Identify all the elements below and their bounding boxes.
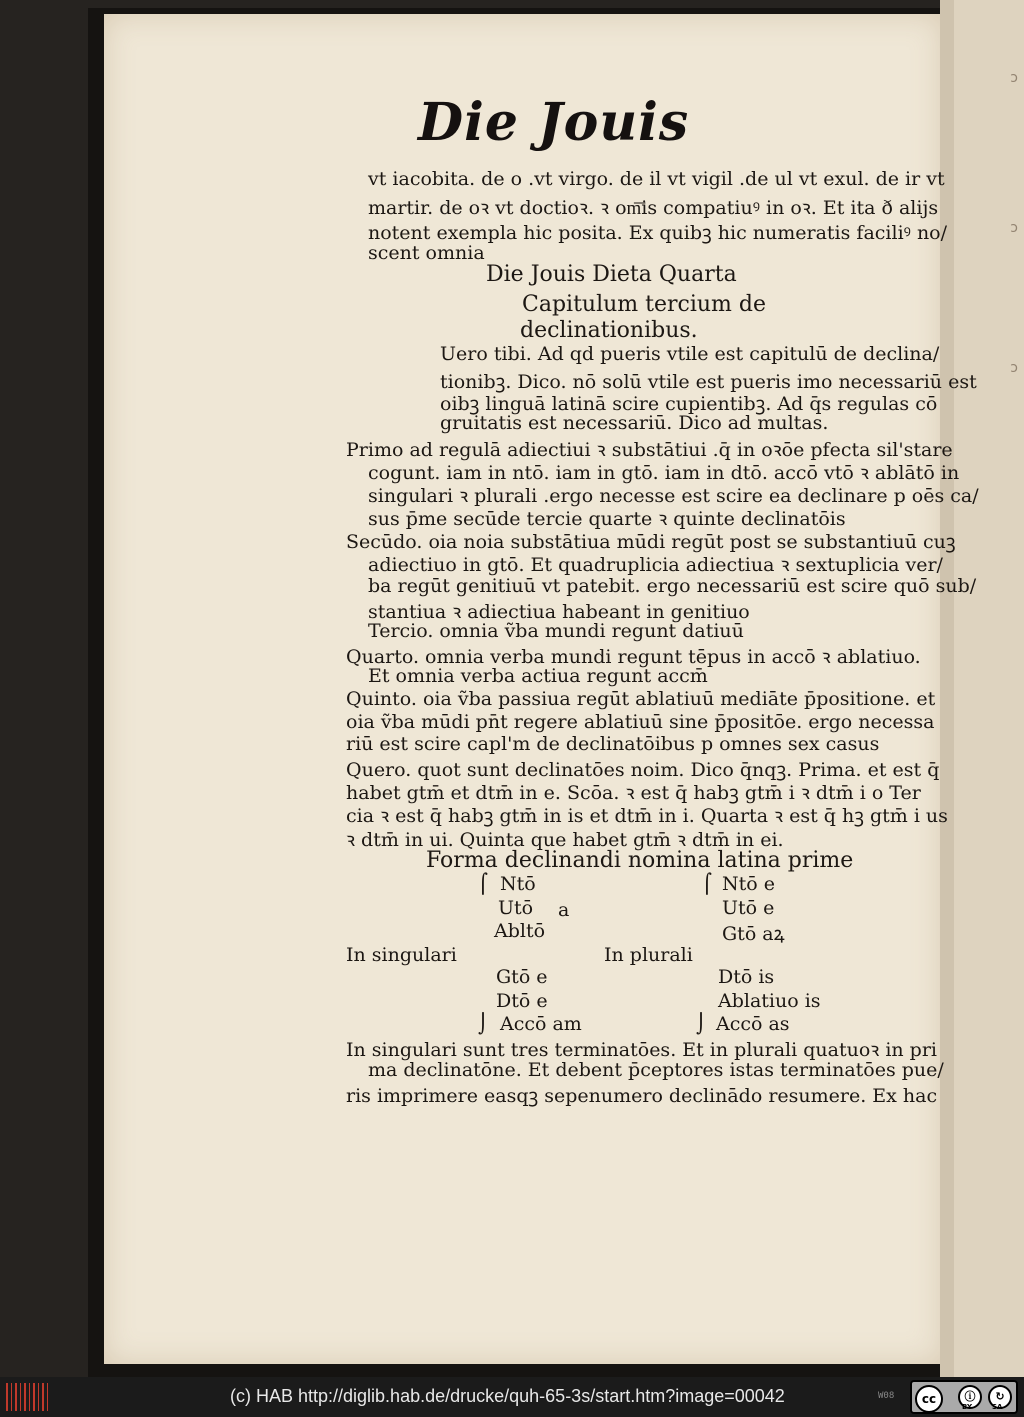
table-cell: Ablatiuo is [718, 990, 821, 1012]
brace-icon: ⌡ [696, 1013, 706, 1035]
barcode-logo-icon [6, 1383, 48, 1411]
text-line: Tercio. omnia ṽba mundi regunt datiuū [368, 620, 744, 642]
text-line: tionibꝫ. Dico. nō solū vtile est pueris imo necessariū est [440, 371, 977, 393]
text-line: martir. de oꝛ vt doctioꝛ. ꝛ om͞is compatiuꝰ in oꝛ. Et ita ð aliјs [368, 197, 939, 219]
text-line: ma declinatōne. Et debent p̄ceptores istas terminatōes pue/ [368, 1059, 944, 1081]
table-cell: Dtō e [496, 990, 548, 1012]
text-line: adiectiuo in gtō. Et quadruplicia adiectiua ꝛ sextuplicia ver/ [368, 554, 943, 576]
copyright-credit[interactable]: (c) HAB http://diglib.hab.de/drucke/quh-65-3s/start.htm?image=00042 [230, 1386, 785, 1406]
by-label: BY [962, 1403, 973, 1411]
sa-label: SA [992, 1403, 1003, 1411]
cc-license-badge[interactable] [910, 1380, 1018, 1414]
next-page-edge: ɔ ɔ ɔ [954, 0, 1024, 1377]
text-line: cia ꝛ est q̄ habꝫ gtm̄ in is et dtm̄ in i. Quarta ꝛ est q̄ hꝫ gtm̄ i us [346, 805, 948, 827]
table-cell: Gtō aꝝ [722, 923, 785, 945]
text-line: singulari ꝛ plurali .ergo necesse est scire ea declinare p oēs ca/ [368, 485, 979, 507]
text-line: cogunt. iam in ntō. iam in gtō. iam in dtō. accō vtō ꝛ ablātō in [368, 462, 960, 484]
table-cell: Ntō e [722, 873, 775, 895]
text-line: riū est scire capl'm de declinatōibus p omnes sex casus [346, 733, 880, 755]
brace-icon: ⌠ [702, 873, 712, 895]
text-line: Uero tibi. Ad qd pueris vtile est capitulū de declina/ [440, 343, 940, 365]
table-cell: Utō e [722, 897, 775, 919]
table-cell: Accō am [500, 1013, 582, 1035]
text-line: vt iacobita. de o .vt virgo. de il vt vigil .de ul vt exul. de ir vt [368, 168, 945, 190]
text-line: oia ṽba mūdi pn̄t regere ablatiuū sine p̄positōe. ergo necessa [346, 711, 935, 733]
text-line: ba regūt genitiuū vt patebit. ergo necessariū est scire quō sub/ [368, 575, 977, 597]
text-line: gruitatis est necessariū. Dico ad multas. [440, 412, 829, 434]
text-line: notent exempla hic posita. Ex quibꝫ hic numeratis faciliꝰ no/ [368, 222, 948, 244]
table-cell: Ntō [500, 873, 536, 895]
table-cell: Dtō is [718, 966, 775, 988]
text-line: In singulari sunt tres terminatōes. Et in plurali quatuoꝛ in pri [346, 1039, 938, 1061]
brace-icon: ⌠ [478, 873, 488, 895]
text-line: Quero. quot sunt declinatōes noim. Dico q̄nqꝫ. Prima. et est q̄ [346, 759, 940, 781]
table-cell: a [558, 899, 570, 921]
book-gutter [940, 0, 954, 1377]
text-line: scent omnia [368, 242, 485, 264]
text-line: Secūdo. oia noia substātiua mūdi regūt post se substantiuū cuꝫ [346, 531, 956, 553]
text-line: sus p̄me secūde tercie quarte ꝛ quinte declinatōis [368, 508, 846, 530]
chapter-subheading: declinationibus. [520, 318, 698, 343]
text-line: Primo ad regulā adiectiui ꝛ substātiui .q̄ in oꝛōe pfecta sil'stare [346, 439, 953, 461]
footer-bar [0, 1377, 1024, 1417]
table-cell: Accō as [716, 1013, 790, 1035]
cc-icon: cc [915, 1385, 943, 1413]
chapter-heading: Die Jouis Dieta Quarta [486, 262, 737, 287]
table-title: Forma declinandi nomina latina prime [426, 848, 854, 873]
text-line: oibꝫ linguā latinā scire cupientibꝫ. Ad q̄s regulas cō [440, 393, 938, 415]
text-line: ꝛ dtm̄ in ui. Quinta que habet gtm̄ ꝛ dtm̄ in ei. [346, 829, 784, 851]
brace-icon: ⌡ [478, 1013, 488, 1035]
table-cell: Utō [498, 897, 534, 919]
table-label: In singulari [346, 944, 457, 966]
text-line: stantiua ꝛ adiectiua habeant in genitiuo [368, 601, 750, 623]
page-heading: Die Jouis [418, 92, 690, 153]
sa-icon: ↻ [988, 1385, 1012, 1409]
by-icon: ⓘ [958, 1385, 982, 1409]
text-line: habet gtm̄ et dtm̄ in e. Scōa. ꝛ est q̄ habꝫ gtm̄ i ꝛ dtm̄ i o Ter [346, 782, 921, 804]
table-cell: Gtō e [496, 966, 548, 988]
text-line: Quarto. omnia verba mundi regunt tēpus in accō ꝛ ablatiuo. [346, 646, 921, 668]
table-cell: Abltō [494, 920, 546, 942]
text-line: ris imprimere easqꝫ sepenumero declinādo resumere. Ex hac [346, 1085, 938, 1107]
image-code: W08 [878, 1391, 895, 1401]
text-line: Quinto. oia ṽba passiua regūt ablatiuū mediāte p̄positione. et [346, 688, 936, 710]
text-line: Et omnia verba actiua regunt accm̄ [368, 665, 708, 687]
chapter-subheading: Capitulum tercium de [522, 292, 766, 317]
table-label: In plurali [604, 944, 693, 966]
